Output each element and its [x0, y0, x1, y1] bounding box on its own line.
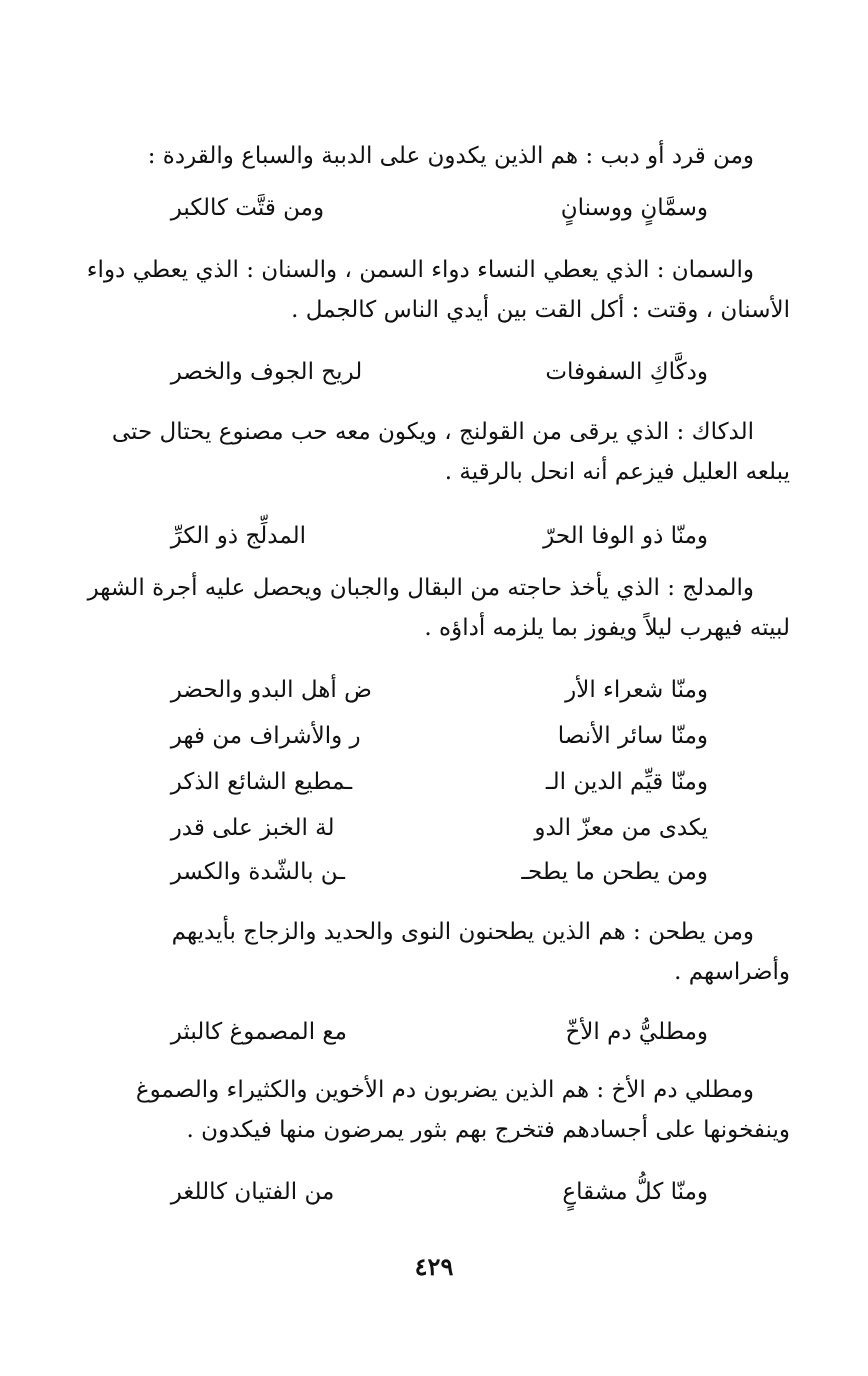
verse-first-hemistich: يكدى من معزّ الدو — [534, 815, 708, 841]
verse-second-hemistich: ر والأشراف من فهر — [170, 723, 361, 749]
verse-line — [168, 716, 708, 756]
verse-first-hemistich: ومطليُّ دم الأخّ — [565, 1019, 708, 1045]
text-line: ومطلي دم الأخ : هم الذين يضربون دم الأخوين والكثيراء والصموغ — [135, 1077, 754, 1103]
verse-line — [168, 352, 708, 392]
verse-first-hemistich: وسمَّانٍ ووسنانٍ — [560, 195, 708, 221]
text-line: لبيته فيهرب ليلاً ويفوز بما يلزمه أداؤه . — [424, 615, 790, 641]
verse-line — [168, 516, 708, 556]
verse-line — [168, 1172, 708, 1212]
text-line: وأضراسهم . — [674, 959, 790, 985]
verse-first-hemistich: ومنّا شعراء الأر — [565, 677, 708, 703]
verse-second-hemistich: من الفتيان كاللغر — [170, 1179, 335, 1205]
verse-first-hemistich: ومنّا ذو الوفا الحرّ — [543, 523, 708, 549]
text-line: ومن قرد أو دبب : هم الذين يكدون على الدببة والسباع والقردة : — [147, 143, 754, 169]
text-line: وينفخونها على أجسادهم فتخرج بهم بثور يمرضون منها فيكدون . — [186, 1117, 790, 1143]
verse-second-hemistich: لة الخبز على قدر — [170, 815, 335, 841]
verse-second-hemistich: مع المصموغ كالبثر — [170, 1019, 347, 1045]
verse-second-hemistich: المدلِّج ذو الكرِّ — [170, 523, 307, 549]
prose-paragraph — [78, 136, 790, 176]
verse-first-hemistich: ومنّا قيِّم الدين الـ — [545, 769, 708, 795]
verse-line — [168, 852, 708, 892]
verse-second-hemistich: لريح الجوف والخصر — [170, 359, 363, 385]
prose-paragraph — [78, 1070, 790, 1150]
verse-first-hemistich: ودكَّاكِ السفوفات — [545, 359, 708, 385]
verse-first-hemistich: ومنّا سائر الأنصا — [557, 723, 708, 749]
text-line: ومن يطحن : هم الذين يطحنون النوى والحديد والزجاج بأيديهم — [171, 919, 754, 945]
verse-second-hemistich: ـن بالشّدة والكسر — [170, 859, 346, 885]
text-line: والسمان : الذي يعطي النساء دواء السمن ، والسنان : الذي يعطي دواء — [86, 257, 754, 283]
verse-line — [168, 808, 708, 848]
verse-second-hemistich: ض أهل البدو والحضر — [170, 677, 372, 703]
verse-second-hemistich: ومن قتَّت كالكبر — [170, 195, 325, 221]
prose-paragraph — [78, 912, 790, 992]
verse-first-hemistich: ومنّا كلُّ مشقاعٍ — [562, 1179, 708, 1205]
verse-first-hemistich: ومن يطحن ما يطحـ — [521, 859, 708, 885]
verse-line — [168, 188, 708, 228]
verse-line — [168, 670, 708, 710]
text-line: والمدلج : الذي يأخذ حاجته من البقال والجبان ويحصل عليه أجرة الشهر — [87, 575, 754, 601]
verse-line — [168, 1012, 708, 1052]
verse-line — [168, 762, 708, 802]
verse-second-hemistich: ـمطيع الشائع الذكر — [170, 769, 353, 795]
prose-paragraph — [78, 250, 790, 330]
text-line: الدكاك : الذي يرقى من القولنج ، ويكون معه حب مصنوع يحتال حتى — [111, 419, 754, 445]
page-number: ٤٢٩ — [414, 1252, 454, 1281]
prose-paragraph — [78, 412, 790, 492]
prose-paragraph — [78, 568, 790, 648]
text-line: الأسنان ، وقتت : أكل القت بين أيدي الناس كالجمل . — [291, 297, 790, 323]
text-line: يبلعه العليل فيزعم أنه انحل بالرقية . — [444, 459, 790, 485]
